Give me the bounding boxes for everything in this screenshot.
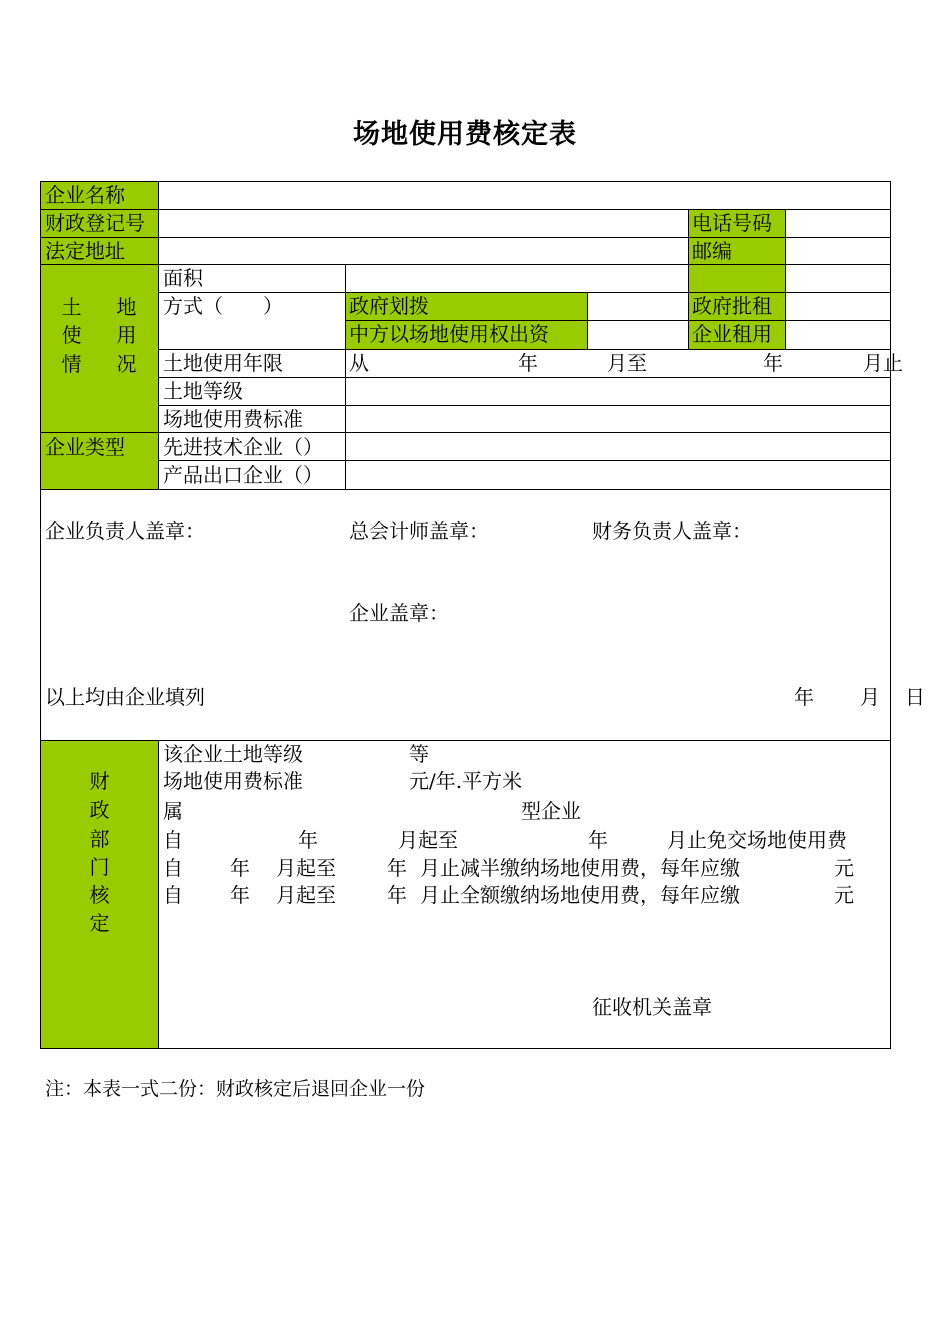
filled-by-note: 以上均由企业填列 bbox=[45, 685, 205, 709]
advanced-tech-option: 先进技术企业（） bbox=[163, 435, 323, 459]
gov-allocation-option: 政府划拨 bbox=[349, 294, 429, 318]
fd-full-month-to: 月起至 bbox=[276, 883, 336, 907]
date-month: 月 bbox=[860, 685, 880, 709]
area-label: 面积 bbox=[163, 266, 203, 290]
fd-half-yuan: 元 bbox=[834, 856, 854, 880]
fd-half-text: 月止减半缴纳场地使用费，每年应缴 bbox=[420, 856, 740, 880]
land-term-from: 从 bbox=[349, 351, 369, 375]
land-term-year: 年 bbox=[518, 351, 538, 375]
authority-seal-label: 征收机关盖章 bbox=[592, 995, 712, 1019]
fd-full-yuan: 元 bbox=[834, 883, 854, 907]
land-usage-char: 情 bbox=[61, 352, 82, 376]
fd-fee-standard: 场地使用费标准 bbox=[163, 769, 303, 793]
company-name-label: 企业名称 bbox=[45, 183, 125, 207]
head-seal-label: 企业负责人盖章： bbox=[45, 519, 205, 543]
fd-full-text: 月止全额缴纳场地使用费，每年应缴 bbox=[420, 883, 740, 907]
fd-exempt-from: 自 bbox=[163, 828, 183, 852]
finance-dept-char: 核 bbox=[89, 883, 110, 907]
land-term-month-end: 月止 bbox=[863, 351, 903, 375]
enterprise-type-label: 企业类型 bbox=[45, 435, 125, 459]
chief-accountant-seal-label: 总会计师盖章： bbox=[349, 519, 489, 543]
fd-half-from: 自 bbox=[163, 856, 183, 880]
gov-lease-option: 政府批租 bbox=[692, 294, 772, 318]
fd-exempt-text: 月止免交场地使用费 bbox=[667, 828, 847, 852]
fd-exempt-month-to: 月起至 bbox=[398, 828, 458, 852]
fd-half-year2: 年 bbox=[387, 856, 407, 880]
land-usage-char: 地 bbox=[116, 295, 137, 319]
land-usage-char: 土 bbox=[61, 295, 82, 319]
land-usage-char: 况 bbox=[116, 352, 137, 376]
fd-full-year2: 年 bbox=[387, 883, 407, 907]
finance-dept-char: 政 bbox=[89, 798, 110, 822]
land-usage-char: 使 bbox=[61, 323, 82, 347]
fd-full-year: 年 bbox=[230, 883, 250, 907]
fd-type-enterprise: 型企业 bbox=[521, 799, 581, 823]
land-grade-label: 土地等级 bbox=[163, 379, 243, 403]
land-term-month-to: 月至 bbox=[607, 351, 647, 375]
land-term-year: 年 bbox=[763, 351, 783, 375]
company-seal-label: 企业盖章： bbox=[349, 601, 449, 625]
finance-dept-char: 门 bbox=[89, 855, 110, 879]
fd-exempt-year2: 年 bbox=[588, 828, 608, 852]
export-enterprise-option: 产品出口企业（） bbox=[163, 463, 323, 487]
cn-capital-option: 中方以场地使用权出资 bbox=[349, 322, 549, 346]
fd-exempt-year: 年 bbox=[298, 828, 318, 852]
blank-green-cell bbox=[689, 265, 785, 292]
legal-address-label: 法定地址 bbox=[45, 239, 125, 263]
postcode-label: 邮编 bbox=[692, 239, 732, 263]
date-year: 年 bbox=[794, 685, 814, 709]
land-term-label: 土地使用年限 bbox=[163, 351, 283, 375]
page-title: 场地使用费核定表 bbox=[353, 119, 577, 150]
phone-label: 电话号码 bbox=[692, 211, 772, 235]
finance-dept-char: 财 bbox=[89, 769, 110, 793]
fd-full-from: 自 bbox=[163, 883, 183, 907]
fd-fee-unit: 元/年.平方米 bbox=[409, 769, 523, 793]
fd-half-month-to: 月起至 bbox=[276, 856, 336, 880]
method-label: 方式（ ） bbox=[163, 294, 283, 318]
finance-dept-char: 部 bbox=[89, 827, 110, 851]
footnote: 注：本表一式二份：财政核定后退回企业一份 bbox=[45, 1078, 426, 1100]
fd-belongs: 属 bbox=[163, 799, 183, 823]
finance-head-seal-label: 财务负责人盖章： bbox=[592, 519, 752, 543]
land-usage-char: 用 bbox=[116, 323, 137, 347]
finance-reg-label: 财政登记号 bbox=[45, 211, 145, 235]
fee-standard-label: 场地使用费标准 bbox=[163, 407, 303, 431]
finance-dept-char: 定 bbox=[89, 911, 110, 935]
fd-half-year: 年 bbox=[230, 856, 250, 880]
fd-grade-unit: 等 bbox=[409, 742, 429, 766]
fd-land-grade: 该企业土地等级 bbox=[163, 742, 303, 766]
enterprise-lease-option: 企业租用 bbox=[692, 322, 772, 346]
date-day: 日 bbox=[905, 685, 925, 709]
